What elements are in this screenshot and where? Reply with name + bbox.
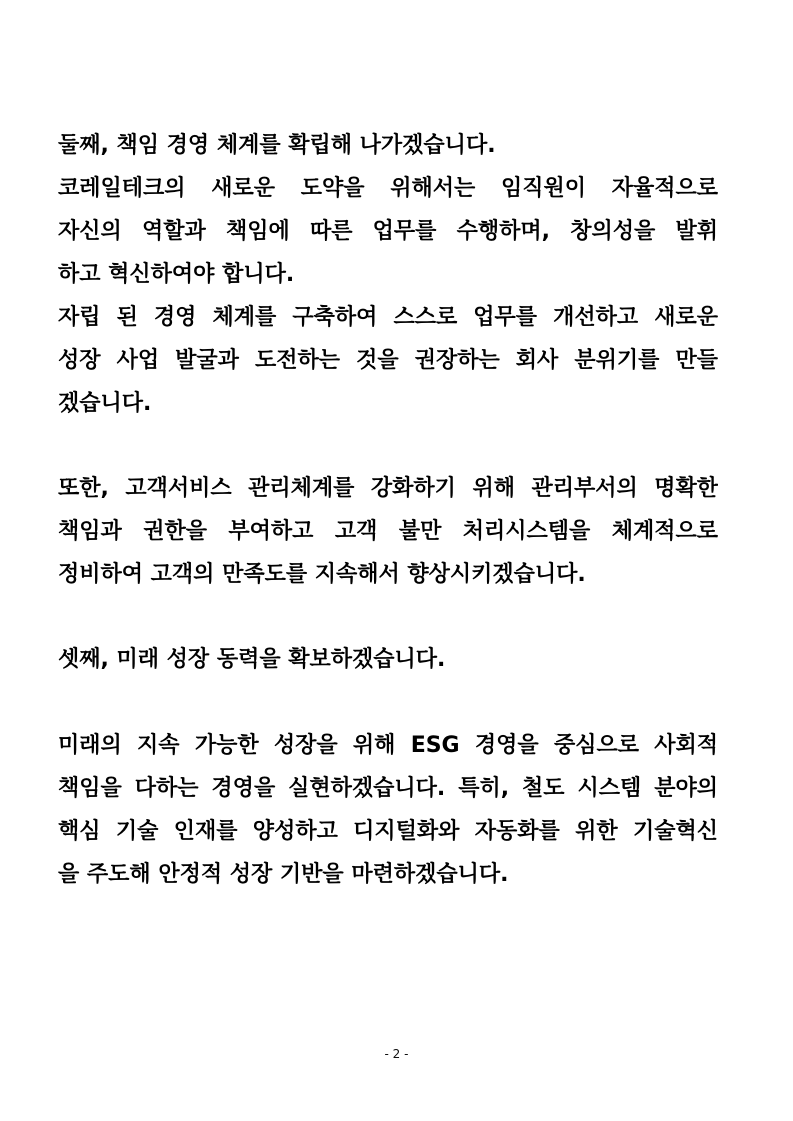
- paragraph-line: 미래의 지속 가능한 성장을 위해 ESG 경영을 중심으로 사회적: [58, 733, 718, 758]
- paragraph-line: 하고 혁신하여야 합니다.: [58, 262, 295, 287]
- paragraph-line: 성장 사업 발굴과 도전하는 것을 권장하는 회사 분위기를 만들: [58, 348, 718, 373]
- paragraph-line: 책임과 권한을 부여하고 고객 불만 처리시스템을 체계적으로: [58, 519, 718, 544]
- paragraph-line: 을 주도해 안정적 성장 기반을 마련하겠습니다.: [58, 862, 509, 887]
- paragraph-line: 자신의 역할과 책임에 따른 업무를 수행하며, 창의성을 발휘: [58, 219, 718, 244]
- paragraph-line: 또한, 고객서비스 관리체계를 강화하기 위해 관리부서의 명확한: [58, 476, 718, 501]
- paragraph-line: 겠습니다.: [58, 391, 152, 416]
- heading-third-growth-engine: 셋째, 미래 성장 동력을 확보하겠습니다.: [58, 647, 446, 672]
- paragraph-line: 자립 된 경영 체계를 구축하여 스스로 업무를 개선하고 새로운: [58, 305, 718, 330]
- paragraph-line: 책임을 다하는 경영을 실현하겠습니다. 특히, 철도 시스템 분야의: [58, 776, 718, 801]
- paragraph-line: 정비하여 고객의 만족도를 지속해서 향상시키겠습니다.: [58, 562, 586, 587]
- heading-second-responsible-management: 둘째, 책임 경영 체계를 확립해 나가겠습니다.: [58, 133, 496, 158]
- paragraph-line: 핵심 기술 인재를 양성하고 디지털화와 자동화를 위한 기술혁신: [58, 819, 718, 844]
- page-number: - 2 -: [384, 1047, 409, 1061]
- paragraph-line: 코레일테크의 새로운 도약을 위해서는 임직원이 자율적으로: [58, 176, 718, 201]
